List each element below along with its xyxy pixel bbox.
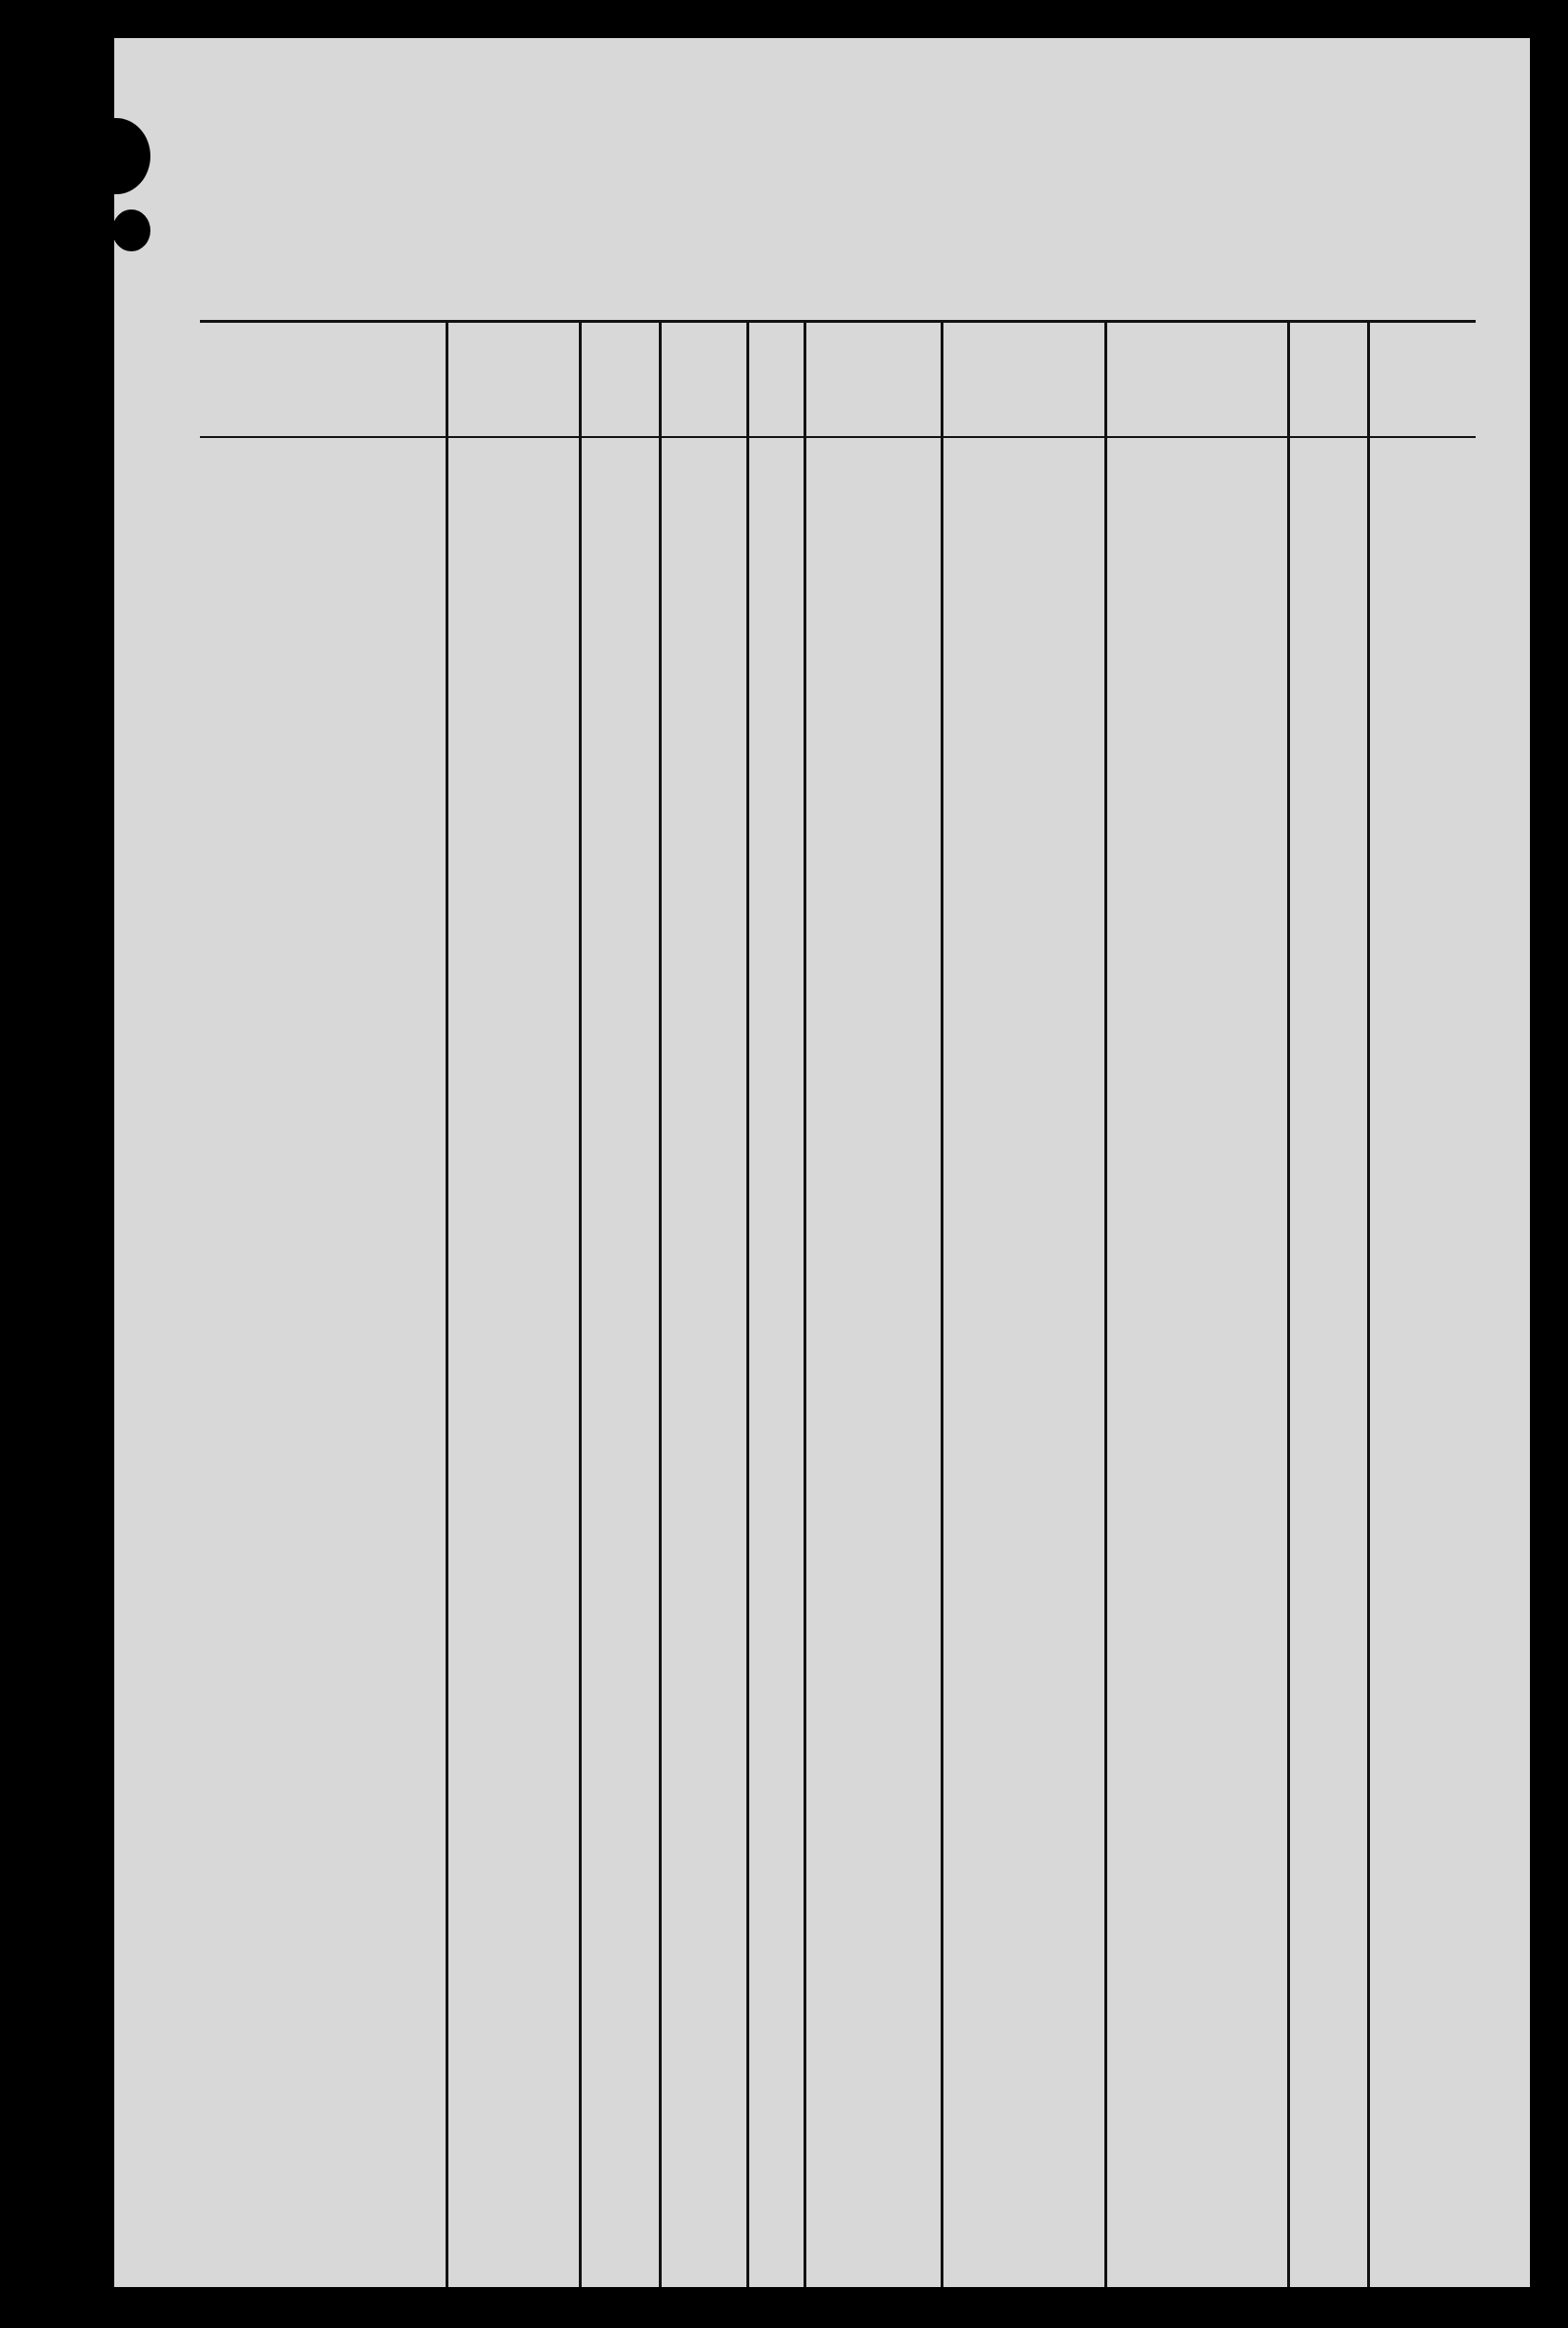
table-top-rule <box>200 320 1476 323</box>
col-divider <box>579 320 582 2287</box>
punch-hole <box>114 209 150 251</box>
col-divider <box>804 320 806 2287</box>
col-divider <box>941 320 943 2287</box>
col-divider <box>746 320 749 2287</box>
col-divider <box>1367 320 1370 2287</box>
col-divider <box>1104 320 1107 2287</box>
col-divider <box>659 320 662 2287</box>
col-divider <box>446 320 448 2287</box>
header-bottom-rule <box>200 436 1476 438</box>
ink-blot <box>114 118 150 194</box>
col-divider <box>1287 320 1290 2287</box>
manifest-page <box>114 38 1530 2287</box>
